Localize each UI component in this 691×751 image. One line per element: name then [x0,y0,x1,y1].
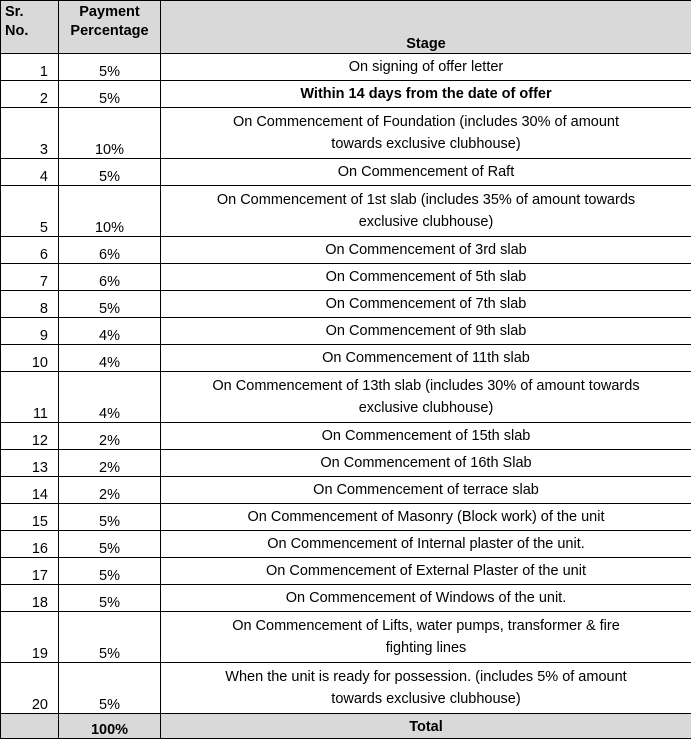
row-stage: On Commencement of Raft [161,159,691,186]
header-payment-percentage [59,1,161,54]
row-stage [161,663,691,714]
row-stage-line2: exclusive clubhouse) [358,214,494,230]
row-stage: On Commencement of 9th slab [161,318,691,345]
row-sr: 15 [1,504,59,531]
row-stage: Within 14 days from the date of offer [161,81,691,108]
row-sr: 9 [1,318,59,345]
table-row [1,81,691,108]
row-stage: On Commencement of 5th slab [161,264,691,291]
row-stage-line2: towards exclusive clubhouse) [331,136,521,152]
table-row [1,450,691,477]
row-percentage: 10% [59,108,161,159]
row-percentage: 4% [59,318,161,345]
row-sr: 3 [1,108,59,159]
row-stage: On Commencement of 11th slab [161,345,691,372]
row-stage-line1: On Commencement of Lifts, water pumps, transformer & fire [232,618,620,634]
header-sr-no [1,1,59,54]
row-sr: 18 [1,585,59,612]
row-percentage: 5% [59,81,161,108]
row-sr: 19 [1,612,59,663]
row-stage: On Commencement of External Plaster of the unit [161,558,691,585]
header-payment-line1: Payment [79,4,140,20]
row-percentage: 5% [59,504,161,531]
row-sr: 7 [1,264,59,291]
row-stage: On Commencement of 16th Slab [161,450,691,477]
table-row [1,531,691,558]
table-row [1,423,691,450]
table-row [1,558,691,585]
header-stage: Stage [161,1,691,54]
table-row [1,54,691,81]
row-sr: 8 [1,291,59,318]
row-stage: On Commencement of 15th slab [161,423,691,450]
row-sr: 13 [1,450,59,477]
table-row [1,663,691,714]
row-stage-line2: fighting lines [385,640,467,656]
table-row [1,345,691,372]
row-stage: On Commencement of Internal plaster of the unit. [161,531,691,558]
row-percentage: 10% [59,186,161,237]
row-sr: 11 [1,372,59,423]
row-sr: 6 [1,237,59,264]
table-row [1,477,691,504]
row-sr: 10 [1,345,59,372]
table-row [1,264,691,291]
table-row [1,372,691,423]
row-percentage: 5% [59,54,161,81]
row-percentage: 5% [59,558,161,585]
table-row [1,237,691,264]
row-stage-line1: On Commencement of 13th slab (includes 30% of amount towards [212,378,640,394]
row-stage [161,108,691,159]
row-sr: 12 [1,423,59,450]
row-stage: On Commencement of 3rd slab [161,237,691,264]
row-sr: 16 [1,531,59,558]
row-sr: 17 [1,558,59,585]
row-sr: 2 [1,81,59,108]
header-payment-line2: Percentage [70,23,149,39]
row-stage-line1: On Commencement of Foundation (includes 30% of amount [232,114,620,130]
row-stage [161,186,691,237]
row-stage: On Commencement of Windows of the unit. [161,585,691,612]
table-row [1,585,691,612]
row-percentage: 5% [59,663,161,714]
row-stage: On Commencement of terrace slab [161,477,691,504]
row-stage-line1: When the unit is ready for possession. (includes 5% of amount [225,669,627,685]
row-stage: On signing of offer letter [161,54,691,81]
table-row [1,612,691,663]
table-row [1,291,691,318]
table-row [1,108,691,159]
row-percentage: 2% [59,477,161,504]
row-percentage: 5% [59,531,161,558]
row-percentage: 6% [59,237,161,264]
row-percentage: 5% [59,291,161,318]
row-stage-line2: towards exclusive clubhouse) [331,691,521,707]
row-sr: 4 [1,159,59,186]
row-stage [161,372,691,423]
table-row [1,318,691,345]
row-percentage: 2% [59,423,161,450]
row-percentage: 2% [59,450,161,477]
total-row [1,714,691,739]
row-stage-line1: On Commencement of 1st slab (includes 35% of amount towards [216,192,636,208]
row-sr: 20 [1,663,59,714]
table-row [1,504,691,531]
row-percentage: 5% [59,159,161,186]
row-percentage: 6% [59,264,161,291]
header-sr-line2: No. [5,23,29,39]
row-percentage: 5% [59,585,161,612]
total-label: Total [161,714,691,739]
row-percentage: 4% [59,372,161,423]
table-row [1,186,691,237]
table-row [1,159,691,186]
row-stage: On Commencement of Masonry (Block work) of the unit [161,504,691,531]
row-sr: 14 [1,477,59,504]
row-stage: On Commencement of 7th slab [161,291,691,318]
row-sr: 1 [1,54,59,81]
row-stage [161,612,691,663]
row-percentage: 5% [59,612,161,663]
row-percentage: 4% [59,345,161,372]
total-percentage: 100% [59,714,161,739]
header-sr-line1: Sr. [5,4,24,20]
table-header [1,1,691,54]
row-sr: 5 [1,186,59,237]
row-stage-line2: exclusive clubhouse) [358,400,494,416]
total-sr-empty [1,714,59,739]
